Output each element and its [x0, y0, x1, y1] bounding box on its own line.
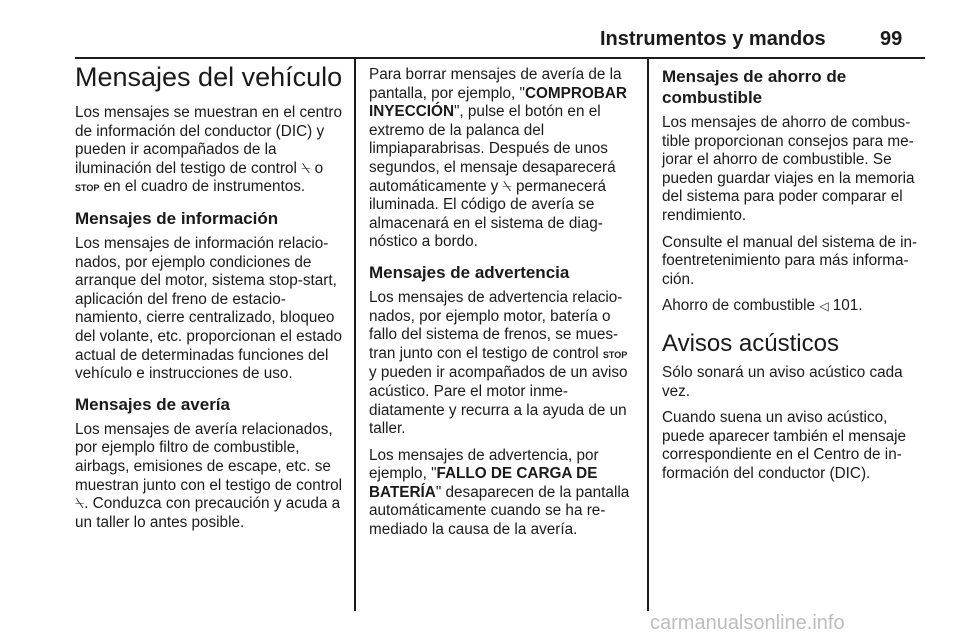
wrench-icon: ⍀ — [75, 495, 85, 513]
page-header-title: Instrumentos y mandos — [600, 28, 826, 50]
intro-paragraph: Los mensajes se muestran en el centro de información del conductor (DIC) y pueden ir acompañados de la iluminación del testigo de control ⍀ o STOP en el cuadro de instrumentos. — [75, 104, 342, 196]
section-title: Mensajes del vehículo — [75, 62, 343, 92]
ref-arrow-icon: ◁ — [819, 299, 829, 314]
column-divider-2 — [647, 59, 649, 611]
clear-paragraph: Para borrar mensajes de avería de la pantalla, por ejemplo, "COMPROBAR INYECCIÓN", pulse el botón en el extremo de la palanca del limpiaparabrisas. Después de unos segundos, el mensaje desaparecerá automáticamente y ⍀ permanecerá iluminada. El código de avería se almacenará en el sistema de diagnóstico a bordo. — [369, 66, 627, 251]
fault-paragraph: Los mensajes de avería relacionados, por ejemplo filtro de combustible, airbags, emisiones de escape, etc. se muestran junto con el testigo de control ⍀. Conduzca con precaución y acuda a un taller lo antes posible. — [75, 420, 343, 531]
warning-paragraph: Los mensajes de advertencia relacionados, por ejemplo motor, batería o fallo del sistema de frenos, se muestran junto con el testigo de control STOP y pueden ir acompañados de un aviso acústico. Pare el motor inmediatamente y recurra a la ayuda de un taller. — [369, 288, 628, 438]
wrench-icon: ⍀ — [502, 177, 512, 195]
header-rule — [75, 57, 925, 59]
wrench-icon: ⍀ — [301, 159, 311, 177]
info-heading: Mensajes de información — [75, 208, 279, 228]
page-number: 99 — [880, 28, 903, 50]
eco-heading: Mensajes de ahorro de combustible — [662, 67, 847, 107]
stop-icon: STOP — [75, 183, 100, 194]
audio-heading: Avisos acústicos — [662, 329, 839, 357]
column-3 — [662, 66, 930, 492]
column-divider-1 — [354, 59, 356, 611]
audio-paragraph: Sólo sonará un aviso acústico cada vez. — [662, 363, 903, 400]
eco-paragraph: Los mensajes de ahorro de combustible proporcionan consejos para mejorar el ahorro de combustible. Se pueden guardar viajes en la memoria del sistema para poder comparar el rendimiento. — [662, 114, 915, 224]
warning-paragraph-2: Los mensajes de advertencia, por ejemplo, "FALLO DE CARGA DE BATERÍA" desaparecen de la pantalla automáticamente cuando se ha remediado la causa de la avería. — [369, 446, 630, 539]
column-1 — [75, 60, 343, 540]
eco-reference: Ahorro de combustible ◁ 101. — [662, 297, 863, 315]
eco-paragraph-2: Consulte el manual del sistema de infoentretenimiento para más información. — [662, 233, 918, 288]
watermark: carmanualsonline.info — [650, 612, 845, 634]
fault-heading: Mensajes de avería — [75, 394, 230, 414]
warning-heading: Mensajes de advertencia — [369, 262, 570, 282]
stop-icon: STOP — [602, 349, 628, 360]
audio-paragraph-2: Cuando suena un aviso acústico, puede aparecer también el mensaje correspondiente en el Centro de información del conductor (DIC). — [662, 409, 907, 482]
info-paragraph: Los mensajes de información relacionados, por ejemplo condiciones de arranque del motor, sistema stop-start, aplicación del freno de estacionamiento, cierre centralizado, bloqueo del volante, etc. proporcionan el estado actual de determinadas funciones del vehículo e instrucciones de uso. — [75, 234, 343, 383]
column-2 — [369, 66, 637, 548]
